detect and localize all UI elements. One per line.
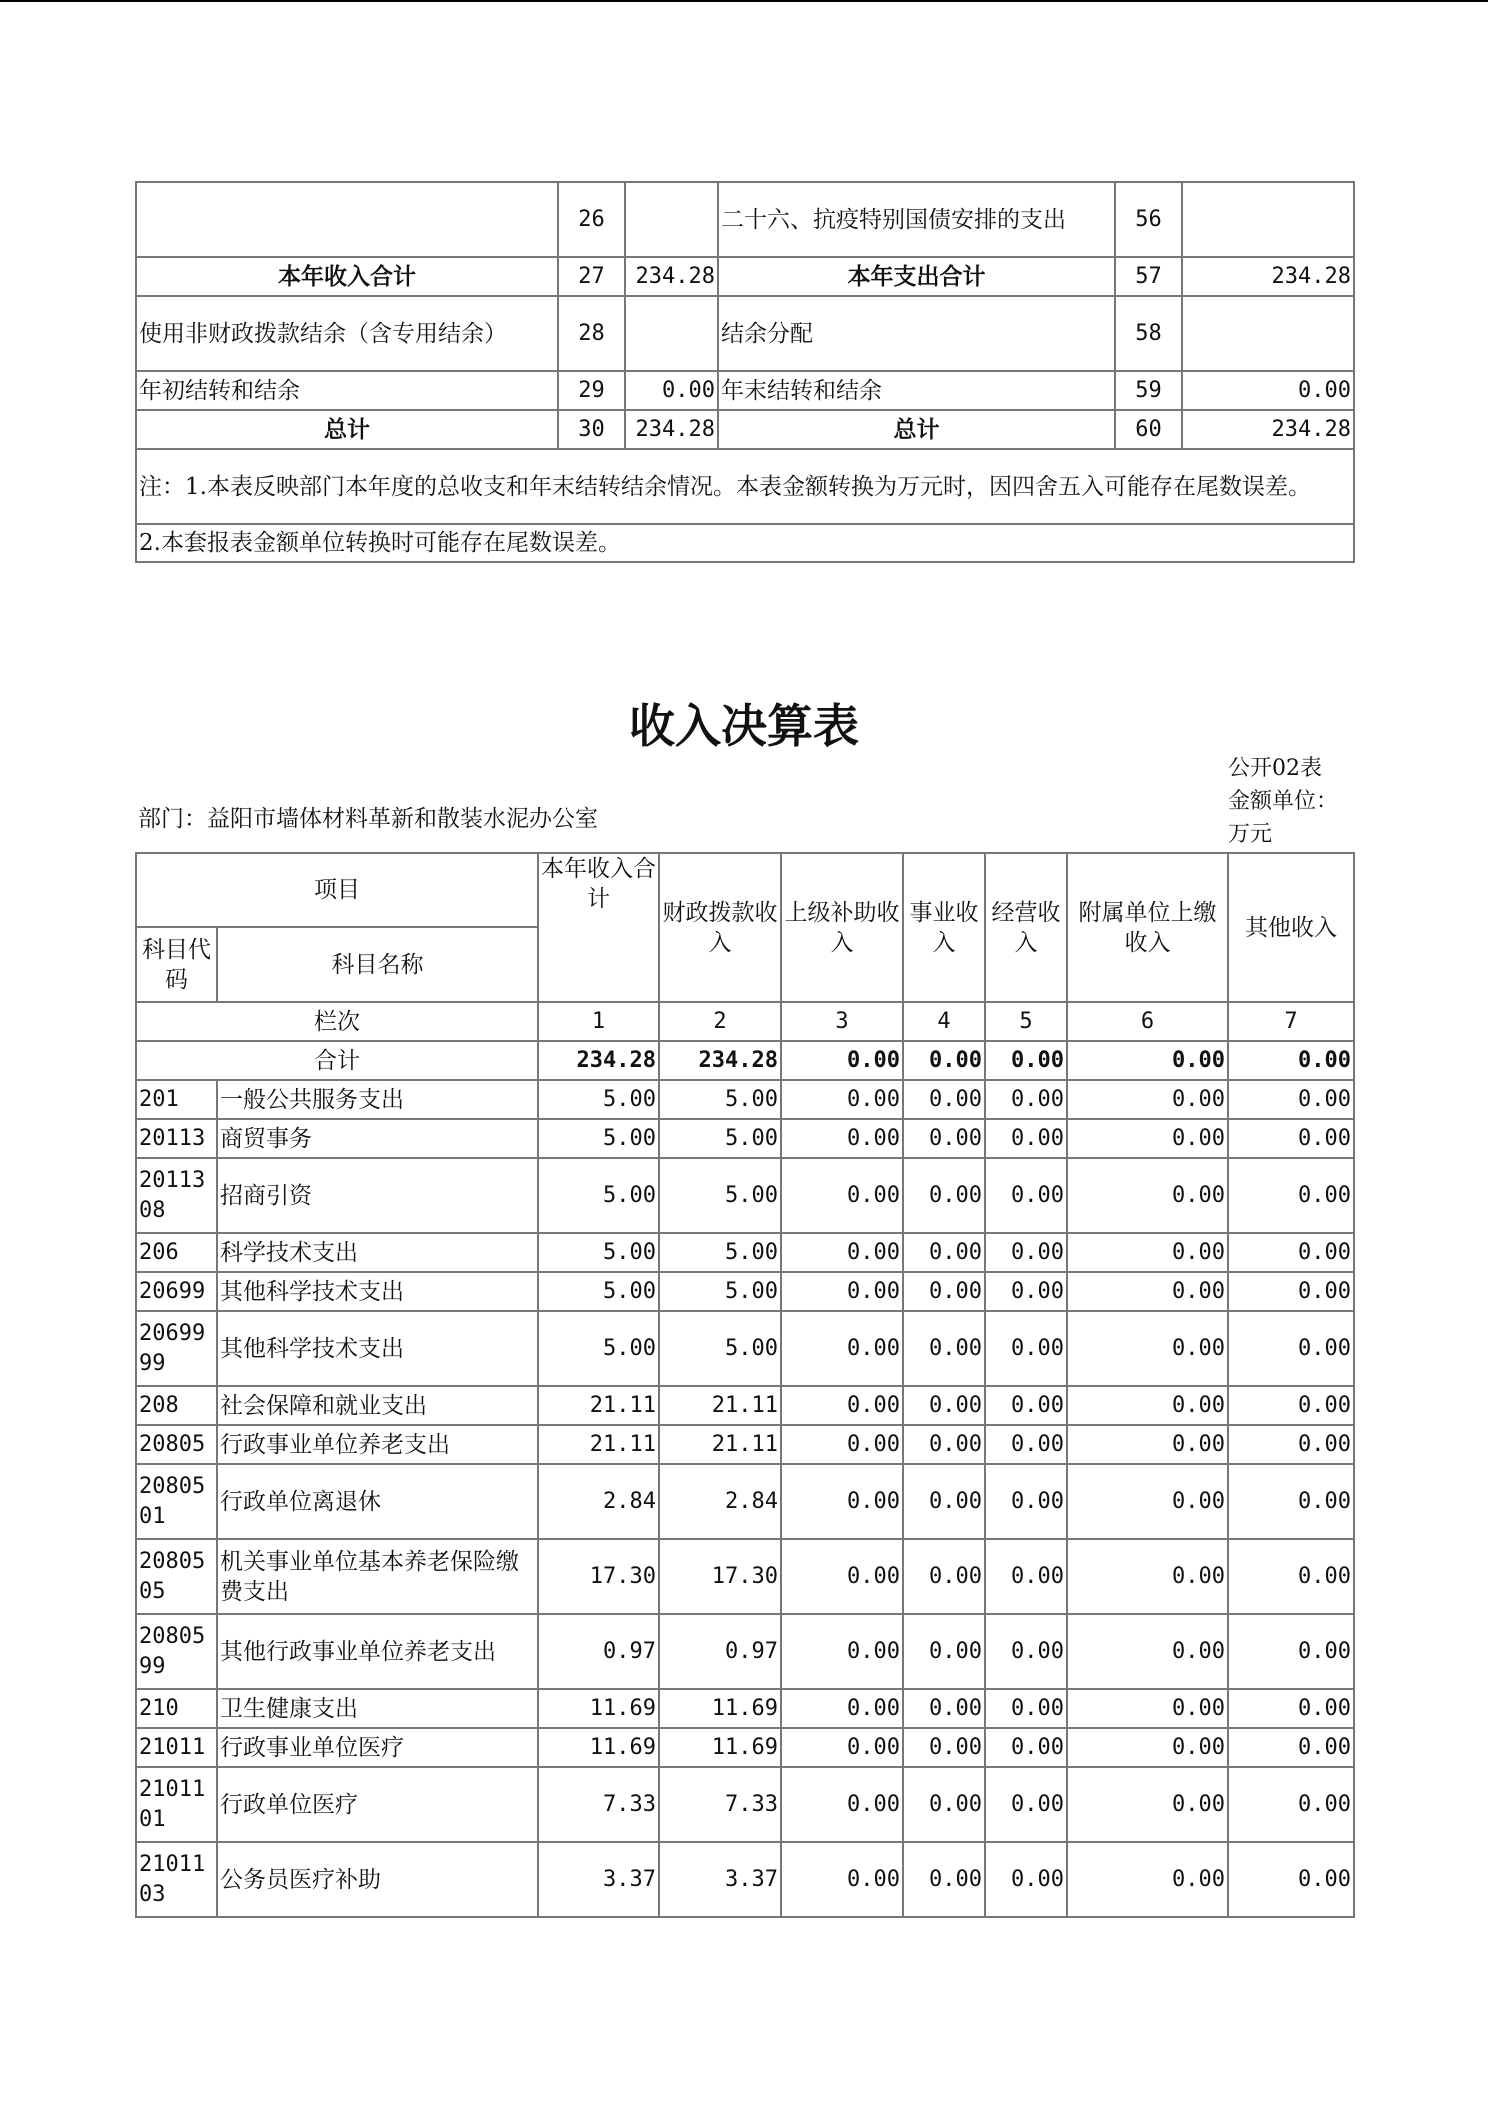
- amount-cell: 0.00: [1067, 1767, 1228, 1842]
- amount-cell: 0.00: [903, 1614, 985, 1689]
- amount-cell: 0.00: [985, 1080, 1067, 1119]
- amount-cell: 0.00: [903, 1425, 985, 1464]
- amount-cell: 0.00: [1228, 1272, 1354, 1311]
- subject-name: 科学技术支出: [217, 1233, 538, 1272]
- amount-cell: 0.00: [903, 1539, 985, 1614]
- header-code: 科目代码: [136, 927, 217, 1002]
- total-value: 234.28: [538, 1041, 659, 1080]
- expense-item-label: 二十六、抗疫特别国债安排的支出: [718, 182, 1115, 257]
- table-row: [136, 1119, 1354, 1158]
- expense-item-label: 总计: [718, 410, 1115, 449]
- amount-cell: 0.00: [1067, 1614, 1228, 1689]
- income-amount: [625, 296, 718, 371]
- income-item-label: 本年收入合计: [136, 257, 558, 296]
- amount-cell: 0.00: [903, 1689, 985, 1728]
- unit-value: 万元: [1228, 822, 1273, 847]
- amount-cell: 21.11: [659, 1386, 781, 1425]
- income-item-label: 总计: [136, 410, 558, 449]
- amount-cell: 0.00: [903, 1464, 985, 1539]
- unit-label: 金额单位：: [1228, 789, 1339, 814]
- amount-cell: 0.00: [1067, 1425, 1228, 1464]
- amount-cell: 0.00: [1067, 1539, 1228, 1614]
- summary-row: [136, 410, 1354, 449]
- amount-cell: 0.00: [985, 1767, 1067, 1842]
- amount-cell: 0.97: [538, 1614, 659, 1689]
- total-row: [136, 1041, 1354, 1080]
- total-label: 合计: [136, 1041, 538, 1080]
- line-number: 27: [558, 257, 625, 296]
- summary-row: [136, 182, 1354, 257]
- total-value: 0.00: [985, 1041, 1067, 1080]
- column-index: 1: [538, 1002, 659, 1041]
- income-item-label: [136, 182, 558, 257]
- table-row: [136, 1767, 1354, 1842]
- column-index: 3: [781, 1002, 903, 1041]
- income-amount: [625, 182, 718, 257]
- amount-cell: 0.00: [781, 1425, 903, 1464]
- subject-name: 公务员医疗补助: [217, 1842, 538, 1917]
- amount-cell: 5.00: [538, 1233, 659, 1272]
- amount-cell: 0.00: [1228, 1080, 1354, 1119]
- table-row: [136, 1386, 1354, 1425]
- amount-cell: 5.00: [659, 1272, 781, 1311]
- column-index: 6: [1067, 1002, 1228, 1041]
- table-row: [136, 1728, 1354, 1767]
- subject-name: 行政事业单位养老支出: [217, 1425, 538, 1464]
- subject-code: 20113: [136, 1119, 217, 1158]
- amount-cell: 0.00: [781, 1080, 903, 1119]
- amount-cell: 0.00: [985, 1689, 1067, 1728]
- amount-cell: 2.84: [659, 1464, 781, 1539]
- summary-table: [135, 181, 1355, 563]
- subject-name: 其他科学技术支出: [217, 1311, 538, 1386]
- total-value: 0.00: [1228, 1041, 1354, 1080]
- subject-code: 2101103: [136, 1842, 217, 1917]
- note-2: 2.本套报表金额单位转换时可能存在尾数误差。: [136, 524, 1354, 562]
- expense-amount: [1182, 182, 1354, 257]
- form-meta: [1228, 752, 1338, 851]
- amount-cell: 0.00: [781, 1158, 903, 1233]
- amount-cell: 17.30: [659, 1539, 781, 1614]
- amount-cell: 21.11: [659, 1425, 781, 1464]
- total-value: 234.28: [659, 1041, 781, 1080]
- amount-cell: 17.30: [538, 1539, 659, 1614]
- subject-code: 20805: [136, 1425, 217, 1464]
- line-number: 60: [1115, 410, 1182, 449]
- table-row: [136, 1272, 1354, 1311]
- header-name: 科目名称: [217, 927, 538, 1002]
- amount-cell: 0.00: [985, 1386, 1067, 1425]
- amount-cell: 3.37: [659, 1842, 781, 1917]
- amount-cell: 0.00: [781, 1233, 903, 1272]
- amount-cell: 0.00: [781, 1614, 903, 1689]
- subject-code: 2080505: [136, 1539, 217, 1614]
- subject-name: 招商引资: [217, 1158, 538, 1233]
- column-index: 2: [659, 1002, 781, 1041]
- subject-name: 卫生健康支出: [217, 1689, 538, 1728]
- header-col-5: 经营收入: [985, 853, 1067, 1002]
- income-amount: 234.28: [625, 410, 718, 449]
- subject-name: 社会保障和就业支出: [217, 1386, 538, 1425]
- table-row: [136, 1080, 1354, 1119]
- table-row: [136, 1842, 1354, 1917]
- income-table: [135, 852, 1355, 1918]
- amount-cell: 0.00: [903, 1728, 985, 1767]
- header-col-2: 财政拨款收入: [659, 853, 781, 1002]
- column-index: 4: [903, 1002, 985, 1041]
- amount-cell: 0.00: [1228, 1767, 1354, 1842]
- line-number: 30: [558, 410, 625, 449]
- page-top-border: [0, 0, 1488, 2]
- table-row: [136, 1464, 1354, 1539]
- amount-cell: 0.00: [903, 1158, 985, 1233]
- column-index-row: [136, 1002, 1354, 1041]
- subject-code: 2011308: [136, 1158, 217, 1233]
- amount-cell: 0.00: [1228, 1119, 1354, 1158]
- amount-cell: 0.00: [781, 1272, 903, 1311]
- amount-cell: 7.33: [538, 1767, 659, 1842]
- amount-cell: 0.00: [903, 1119, 985, 1158]
- amount-cell: 5.00: [659, 1080, 781, 1119]
- note-row: [136, 449, 1354, 524]
- income-item-label: 年初结转和结余: [136, 371, 558, 410]
- amount-cell: 0.00: [903, 1386, 985, 1425]
- subject-code: 210: [136, 1689, 217, 1728]
- header-col-4: 事业收入: [903, 853, 985, 1002]
- header-col-3: 上级补助收入: [781, 853, 903, 1002]
- line-number: 59: [1115, 371, 1182, 410]
- amount-cell: 0.00: [1228, 1233, 1354, 1272]
- amount-cell: 0.00: [903, 1272, 985, 1311]
- amount-cell: 0.00: [781, 1539, 903, 1614]
- line-number: 56: [1115, 182, 1182, 257]
- subject-name: 一般公共服务支出: [217, 1080, 538, 1119]
- amount-cell: 5.00: [538, 1119, 659, 1158]
- amount-cell: 0.00: [781, 1119, 903, 1158]
- subject-code: 206: [136, 1233, 217, 1272]
- column-index: 7: [1228, 1002, 1354, 1041]
- total-value: 0.00: [1067, 1041, 1228, 1080]
- amount-cell: 0.00: [781, 1767, 903, 1842]
- summary-row: [136, 371, 1354, 410]
- line-number: 28: [558, 296, 625, 371]
- line-number: 57: [1115, 257, 1182, 296]
- subject-name: 行政单位医疗: [217, 1767, 538, 1842]
- subject-name: 其他行政事业单位养老支出: [217, 1614, 538, 1689]
- table-row: [136, 1233, 1354, 1272]
- summary-row: [136, 257, 1354, 296]
- subject-code: 21011: [136, 1728, 217, 1767]
- table-row: [136, 1614, 1354, 1689]
- header-row: [136, 853, 1354, 927]
- subject-code: 208: [136, 1386, 217, 1425]
- subject-code: 201: [136, 1080, 217, 1119]
- amount-cell: 0.00: [1228, 1158, 1354, 1233]
- amount-cell: 0.00: [1067, 1119, 1228, 1158]
- income-item-label: 使用非财政拨款结余（含专用结余）: [136, 296, 558, 371]
- amount-cell: 0.00: [1067, 1311, 1228, 1386]
- amount-cell: 0.00: [1067, 1080, 1228, 1119]
- amount-cell: 0.00: [985, 1842, 1067, 1917]
- header-col-6: 附属单位上缴收入: [1067, 853, 1228, 1002]
- amount-cell: 7.33: [659, 1767, 781, 1842]
- amount-cell: 0.00: [781, 1728, 903, 1767]
- total-value: 0.00: [903, 1041, 985, 1080]
- amount-cell: 0.00: [903, 1080, 985, 1119]
- subject-name: 其他科学技术支出: [217, 1272, 538, 1311]
- amount-cell: 0.00: [985, 1425, 1067, 1464]
- amount-cell: 0.00: [1067, 1386, 1228, 1425]
- amount-cell: 0.00: [1067, 1842, 1228, 1917]
- amount-cell: 5.00: [659, 1233, 781, 1272]
- amount-cell: 5.00: [659, 1119, 781, 1158]
- amount-cell: 5.00: [538, 1080, 659, 1119]
- expense-amount: 234.28: [1182, 410, 1354, 449]
- amount-cell: 11.69: [659, 1728, 781, 1767]
- amount-cell: 0.00: [1228, 1539, 1354, 1614]
- amount-cell: 0.00: [985, 1728, 1067, 1767]
- line-number: 26: [558, 182, 625, 257]
- amount-cell: 0.00: [1067, 1158, 1228, 1233]
- amount-cell: 5.00: [659, 1311, 781, 1386]
- amount-cell: 5.00: [538, 1311, 659, 1386]
- amount-cell: 0.00: [903, 1842, 985, 1917]
- subject-code: 2069999: [136, 1311, 217, 1386]
- amount-cell: 0.00: [1228, 1425, 1354, 1464]
- amount-cell: 0.00: [1228, 1842, 1354, 1917]
- amount-cell: 0.00: [1067, 1272, 1228, 1311]
- subject-code: 20699: [136, 1272, 217, 1311]
- header-item: 项目: [136, 853, 538, 927]
- subject-code: 2080501: [136, 1464, 217, 1539]
- amount-cell: 0.00: [1228, 1386, 1354, 1425]
- expense-amount: 0.00: [1182, 371, 1354, 410]
- note-row: [136, 524, 1354, 562]
- table-row: [136, 1689, 1354, 1728]
- amount-cell: 0.00: [781, 1386, 903, 1425]
- amount-cell: 0.00: [985, 1464, 1067, 1539]
- amount-cell: 0.00: [1228, 1311, 1354, 1386]
- expense-amount: [1182, 296, 1354, 371]
- column-index: 5: [985, 1002, 1067, 1041]
- amount-cell: 21.11: [538, 1386, 659, 1425]
- amount-cell: 0.00: [781, 1689, 903, 1728]
- summary-row: [136, 296, 1354, 371]
- amount-cell: 0.00: [1067, 1728, 1228, 1767]
- amount-cell: 0.00: [781, 1311, 903, 1386]
- amount-cell: 0.00: [781, 1842, 903, 1917]
- amount-cell: 0.00: [1067, 1464, 1228, 1539]
- form-number: 公开02表: [1228, 756, 1322, 781]
- amount-cell: 0.00: [903, 1311, 985, 1386]
- amount-cell: 0.00: [985, 1272, 1067, 1311]
- amount-cell: 0.00: [781, 1464, 903, 1539]
- expense-item-label: 年末结转和结余: [718, 371, 1115, 410]
- table-row: [136, 1425, 1354, 1464]
- subject-name: 机关事业单位基本养老保险缴费支出: [217, 1539, 538, 1614]
- header-col-7: 其他收入: [1228, 853, 1354, 1002]
- note-1: 注：1.本表反映部门本年度的总收支和年末结转结余情况。本表金额转换为万元时，因四舍五入可能存在尾数误差。: [136, 449, 1354, 524]
- amount-cell: 0.00: [985, 1539, 1067, 1614]
- line-number: 29: [558, 371, 625, 410]
- subject-name: 行政单位离退休: [217, 1464, 538, 1539]
- expense-amount: 234.28: [1182, 257, 1354, 296]
- amount-cell: 11.69: [538, 1728, 659, 1767]
- header-col-1: 本年收入合计: [538, 853, 659, 1002]
- amount-cell: 5.00: [538, 1272, 659, 1311]
- subject-name: 商贸事务: [217, 1119, 538, 1158]
- amount-cell: 5.00: [659, 1158, 781, 1233]
- department-label: 部门：益阳市墙体材料革新和散装水泥办公室: [138, 806, 598, 832]
- amount-cell: 0.00: [1228, 1728, 1354, 1767]
- amount-cell: 0.00: [985, 1614, 1067, 1689]
- amount-cell: 0.97: [659, 1614, 781, 1689]
- income-amount: 234.28: [625, 257, 718, 296]
- line-number: 58: [1115, 296, 1182, 371]
- amount-cell: 0.00: [1228, 1689, 1354, 1728]
- amount-cell: 0.00: [1228, 1464, 1354, 1539]
- amount-cell: 0.00: [903, 1767, 985, 1842]
- page-title: 收入决算表: [629, 699, 859, 753]
- table-row: [136, 1539, 1354, 1614]
- expense-item-label: 本年支出合计: [718, 257, 1115, 296]
- table-row: [136, 1311, 1354, 1386]
- amount-cell: 5.00: [538, 1158, 659, 1233]
- amount-cell: 0.00: [985, 1158, 1067, 1233]
- amount-cell: 0.00: [1228, 1614, 1354, 1689]
- amount-cell: 0.00: [1067, 1233, 1228, 1272]
- column-index-label: 栏次: [136, 1002, 538, 1041]
- income-amount: 0.00: [625, 371, 718, 410]
- amount-cell: 11.69: [538, 1689, 659, 1728]
- table-row: [136, 1158, 1354, 1233]
- subject-code: 2101101: [136, 1767, 217, 1842]
- subject-name: 行政事业单位医疗: [217, 1728, 538, 1767]
- total-value: 0.00: [781, 1041, 903, 1080]
- amount-cell: 3.37: [538, 1842, 659, 1917]
- amount-cell: 0.00: [903, 1233, 985, 1272]
- expense-item-label: 结余分配: [718, 296, 1115, 371]
- amount-cell: 0.00: [985, 1233, 1067, 1272]
- amount-cell: 0.00: [1067, 1689, 1228, 1728]
- amount-cell: 2.84: [538, 1464, 659, 1539]
- amount-cell: 21.11: [538, 1425, 659, 1464]
- subject-code: 2080599: [136, 1614, 217, 1689]
- amount-cell: 0.00: [985, 1119, 1067, 1158]
- amount-cell: 11.69: [659, 1689, 781, 1728]
- amount-cell: 0.00: [985, 1311, 1067, 1386]
